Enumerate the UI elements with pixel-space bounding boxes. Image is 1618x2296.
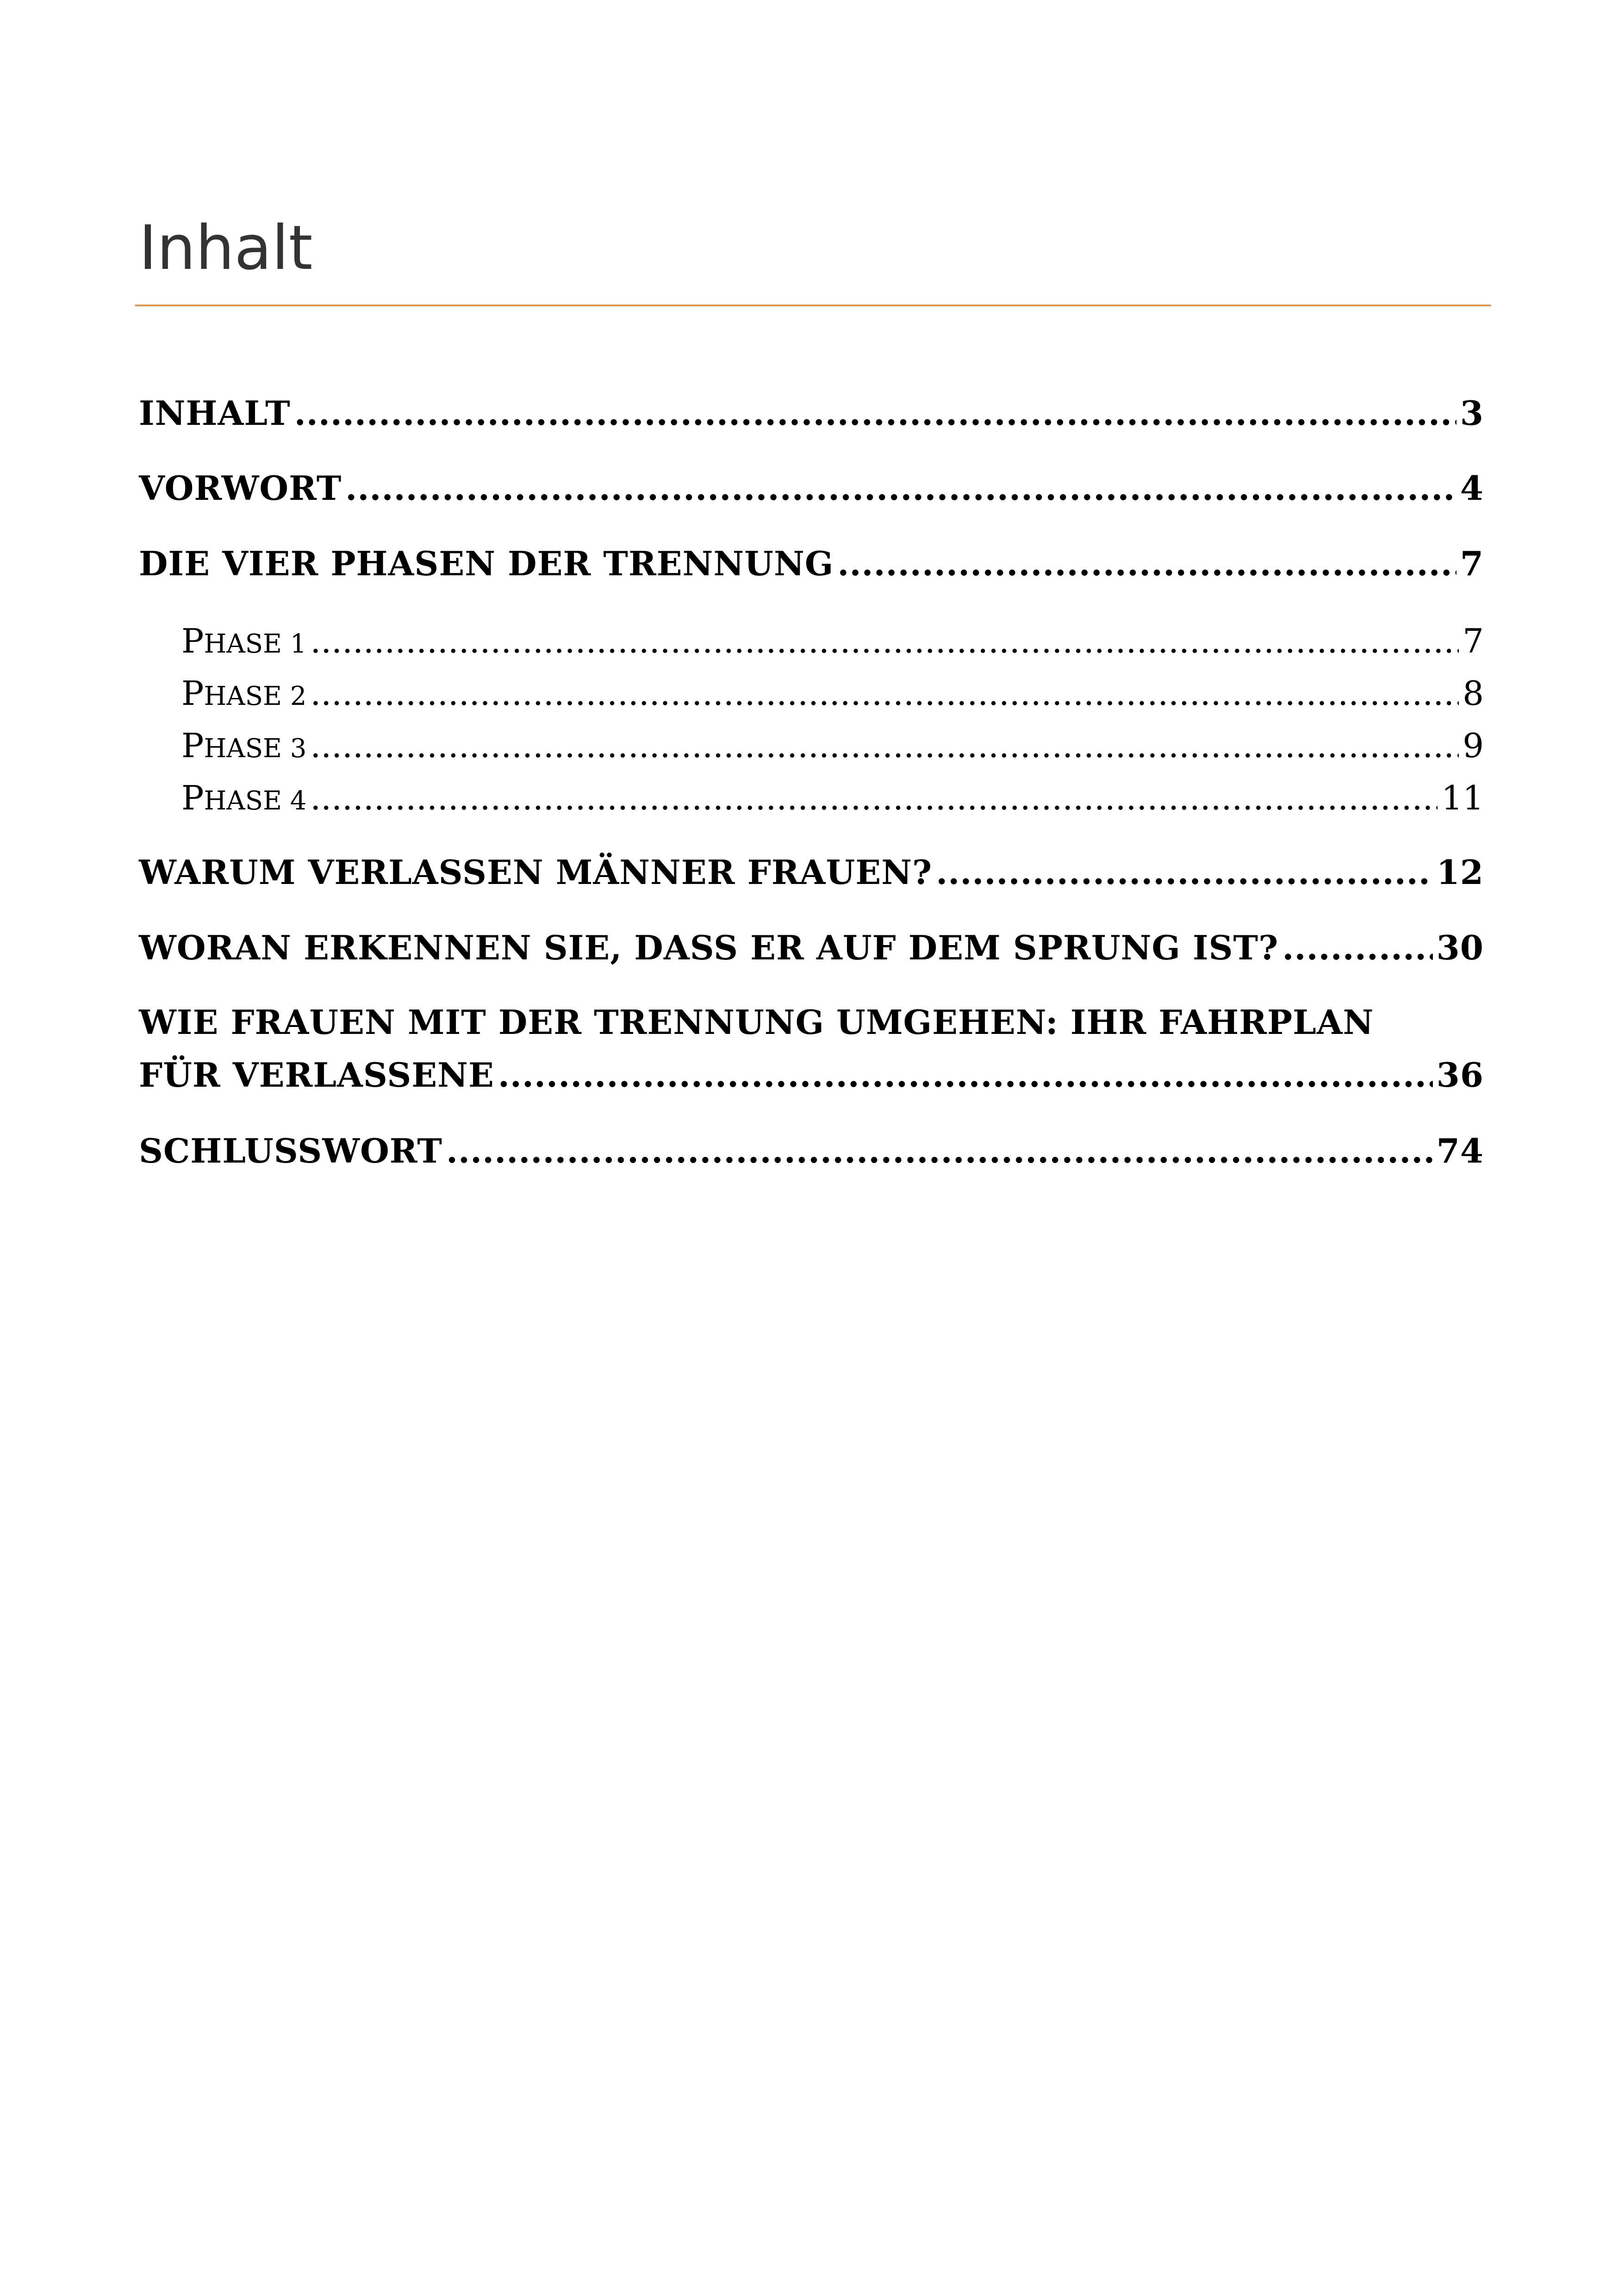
toc-entry-label: PHASE 3	[181, 726, 307, 765]
toc-entry-label: VORWORT	[139, 468, 342, 508]
toc-entry-inhalt[interactable]	[139, 393, 1484, 433]
toc-entry-label: WARUM VERLASSEN MÄNNER FRAUEN?	[139, 852, 933, 892]
toc-entry-page: 8	[1462, 674, 1484, 713]
toc-entry-fahrplan-line1[interactable]: WIE FRAUEN MIT DER TRENNUNG UMGEHEN: IHR FAHRPLAN	[139, 1002, 1374, 1042]
toc-entry-fahrplan[interactable]	[139, 1055, 1484, 1095]
toc-entry-label: WORAN ERKENNEN SIE, DASS ER AUF DEM SPRUNG IST?	[139, 928, 1279, 967]
dot-leader	[345, 468, 1456, 508]
toc-entry-page: 30	[1436, 928, 1484, 967]
toc-entry-label: DIE VIER PHASEN DER TRENNUNG	[139, 544, 834, 583]
toc-entry-page: 36	[1436, 1055, 1484, 1095]
dot-leader	[310, 622, 1459, 660]
toc-entry-vorwort[interactable]	[139, 468, 1484, 508]
toc-entry-label: PHASE 4	[181, 778, 307, 817]
toc-entry-page: 9	[1462, 726, 1484, 765]
dot-leader	[1282, 928, 1432, 967]
dot-leader	[936, 852, 1433, 892]
toc-subentry-phase-2[interactable]	[139, 674, 1484, 713]
toc-entry-page: 7	[1460, 544, 1484, 583]
toc-entry-label: PHASE 1	[181, 622, 307, 660]
toc-entry-schlusswort[interactable]	[139, 1131, 1484, 1170]
dot-leader	[837, 544, 1456, 583]
dot-leader	[446, 1131, 1433, 1170]
toc-entry-page: 74	[1436, 1131, 1484, 1170]
title-underline	[135, 305, 1491, 306]
dot-leader	[310, 778, 1438, 817]
dot-leader	[310, 726, 1459, 765]
toc-entry-label: FÜR VERLASSENE	[139, 1055, 494, 1095]
toc-entry-page: 3	[1460, 393, 1484, 433]
dot-leader	[310, 674, 1459, 713]
toc-entry-page: 11	[1441, 778, 1484, 817]
toc-entry-page: 7	[1462, 622, 1484, 660]
toc-subentry-phase-3[interactable]	[139, 726, 1484, 765]
toc-entry-woran-erkennen[interactable]	[139, 928, 1484, 967]
dot-leader	[498, 1055, 1433, 1095]
toc-entry-vier-phasen[interactable]	[139, 544, 1484, 583]
toc-subentry-phase-1[interactable]	[139, 622, 1484, 660]
toc-entry-label: PHASE 2	[181, 674, 307, 713]
toc-entry-label: INHALT	[139, 393, 291, 433]
toc-entry-warum-verlassen[interactable]	[139, 852, 1484, 892]
toc-entry-page: 12	[1436, 852, 1484, 892]
toc-subentry-phase-4[interactable]	[139, 778, 1484, 817]
page-title: Inhalt	[139, 212, 313, 284]
dot-leader	[294, 393, 1456, 433]
toc-entry-label: SCHLUSSWORT	[139, 1131, 442, 1170]
toc-entry-page: 4	[1460, 468, 1484, 508]
